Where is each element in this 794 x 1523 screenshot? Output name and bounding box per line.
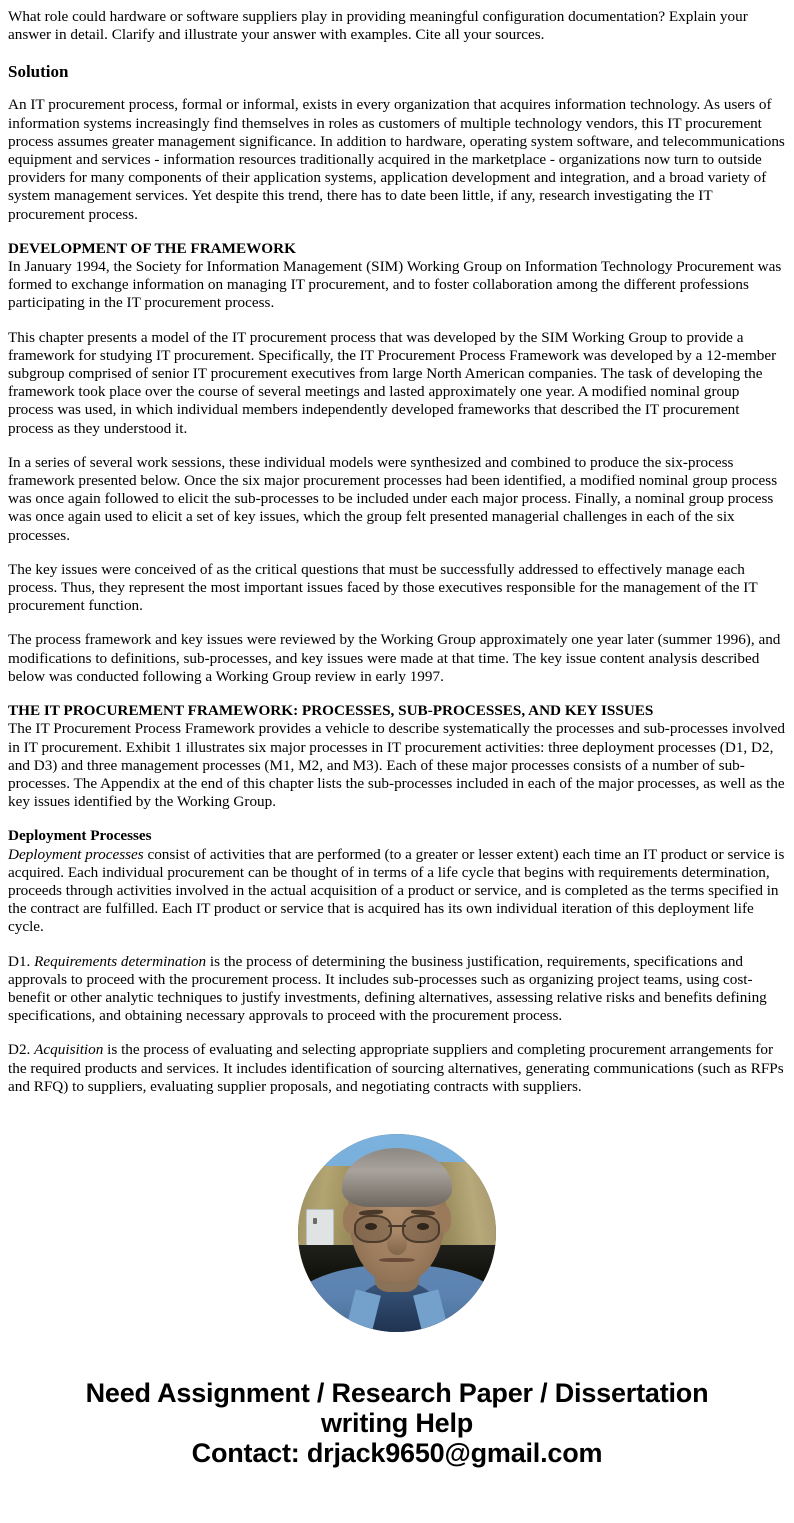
cta-line-2: writing Help: [320, 1407, 474, 1438]
deployment-item-d1: [8, 953, 786, 1026]
intro-paragraph: An IT procurement process, formal or informal, exists in every organization that acquires information technology. As users of information systems increasingly find themselves in roles as customers of multiple technology vendors, this IT procurement process assumes greater management significance. In addition to hardware, operating system software, and telecommunications equipment and services - information resources traditionally acquired in the marketplace - organizations now turn to outside providers for many components of their application systems, application development and integration, and a broad variety of system management services. Yet despite this trend, there has to date been little, if any, research investigating the IT procurement process.: [8, 96, 785, 223]
section-heading-deployment: Deployment Processes: [8, 827, 152, 845]
deployment-item-d2: [8, 1041, 786, 1096]
photo-nose: [387, 1233, 407, 1255]
question-prompt: What role could hardware or software suppliers play in providing meaningful configuration documentation? Explain your answer in detail. Clarify and illustrate your answer with examples. Cite all your sources.: [8, 8, 748, 44]
item-text-d1: is the process of determining the business justification, requirements, specifications and approvals to proceed with the procurement process. It includes sub-processes such as organizing project teams, using cost-benefit or other analytic techniques to justify investments, defining alternatives, assessing relative risks and benefits defining specifications, and obtaining necessary approvals to proceed with the procurement process.: [8, 952, 767, 1025]
paragraph-development-5: The process framework and key issues were reviewed by the Working Group approximately one year later (summer 1996), and modifications to definitions, sub-processes, and key issues were made at that time. The key issue content analysis described below was conducted following a Working Group review in early 1997.: [8, 631, 781, 685]
deployment-lead-term: Deployment processes: [8, 845, 144, 863]
cta-block: [8, 1378, 786, 1468]
paragraph-deployment-lead: [8, 846, 786, 937]
item-label-d1: D1.: [8, 952, 31, 970]
photo-eyeglass-bridge: [388, 1225, 406, 1227]
item-label-d2: D2.: [8, 1041, 31, 1059]
section-heading-development: DEVELOPMENT OF THE FRAMEWORK: [8, 239, 296, 257]
paragraph-development-4: The key issues were conceived of as the critical questions that must be successfully addressed to effectively manage each process. Thus, they represent the most important issues faced by those executives responsible for the management of the IT procurement function.: [8, 560, 758, 615]
item-term-d2: Acquisition: [34, 1041, 104, 1059]
avatar-container: [8, 1134, 786, 1332]
photo-eyeglass-lens-right: [402, 1215, 440, 1243]
paragraph-development-3: In a series of several work sessions, these individual models were synthesized and combined to produce the six-process framework presented below. Once the six major procurement processes had been identified, a modified nominal group process was once again followed to elicit the sub-processes to be included under each major process. Finally, a nominal group process was once again used to elicit a set of key issues, which the group felt presented managerial challenges in each of the six processes.: [8, 453, 778, 544]
item-term-d1: Requirements determination: [34, 952, 207, 970]
cta-line-1: Need Assignment / Research Paper / Dissertation: [85, 1377, 709, 1408]
item-text-d2: is the process of evaluating and selecting appropriate suppliers and completing procurement arrangements for the required products and services. It includes identification of sourcing alternatives, generating communications (such as RFPs and RFQ) to suppliers, evaluating supplier proposals, and negotiating contracts with suppliers.: [8, 1041, 784, 1095]
deployment-lead-rest: consist of activities that are performed (to a greater or lesser extent) each time an IT product or service is acquired. Each individual procurement can be thought of in terms of a life cycle that begins with requirements determination, proceeds through activities involved in the actual acquisition of a product or service, and is completed as the terms specified in the contract are fulfilled. Each IT product or service that is acquired has its own individual iteration of this deployment life cycle.: [8, 845, 785, 936]
paragraph-development-2: This chapter presents a model of the IT procurement process that was developed by the SIM Working Group to provide a framework for studying IT procurement. Specifically, the IT Procurement Process Framework was developed by a 12-member subgroup comprised of senior IT procurement executives from large North American companies. The task of developing the framework took place over the course of several meetings and lasted approximately one year. A modified nominal group process was used, in which individual members independently developed frameworks that described the IT procurement process as they understood it.: [8, 328, 777, 437]
section-heading-framework: THE IT PROCUREMENT FRAMEWORK: PROCESSES, SUB-PROCESSES, AND KEY ISSUES: [8, 702, 654, 720]
cta-line-3: Contact: drjack9650@gmail.com: [191, 1437, 603, 1468]
paragraph-framework-1: The IT Procurement Process Framework provides a vehicle to describe systematically the processes and sub-processes involved in IT procurement. Exhibit 1 illustrates six major processes in IT procurement activities: three deployment processes (D1, D2, and D3) and three management processes (M1, M2, and M3). Each of these major processes consists of a number of sub-processes. The Appendix at the end of this chapter lists the sub-processes included in each of the major processes, as well as the key issues identified by the Working Group.: [8, 720, 786, 811]
paragraph-development-1: In January 1994, the Society for Information Management (SIM) Working Group on Information Technology Procurement was formed to exchange information on managing IT procurement, and to foster collaboration among the different professions participating in the IT procurement process.: [8, 258, 782, 312]
avatar: [298, 1134, 496, 1332]
page-title: Solution: [8, 62, 69, 82]
